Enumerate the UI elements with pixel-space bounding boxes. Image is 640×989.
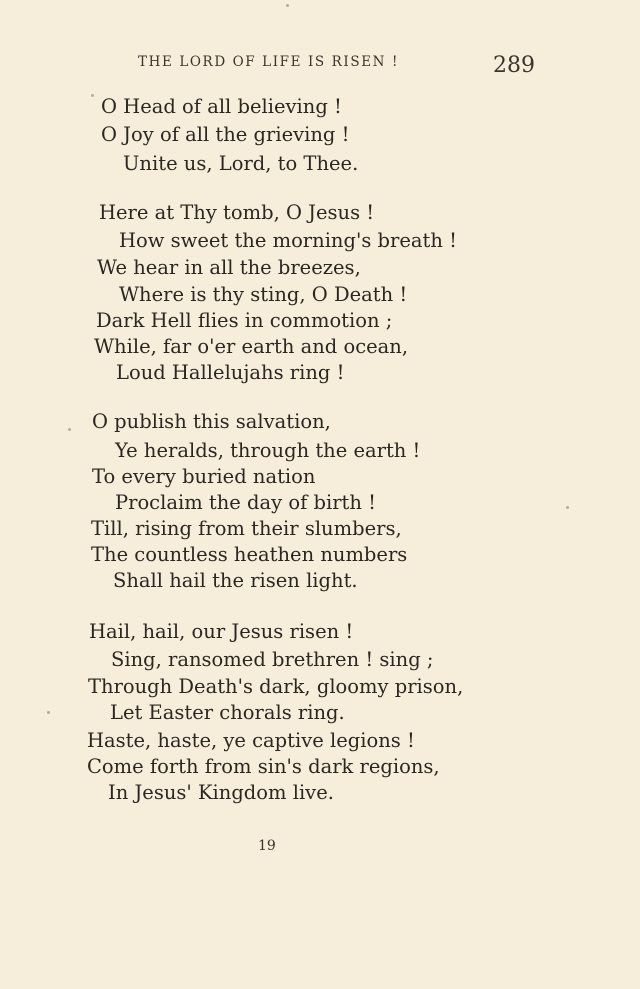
verse-line: Shall hail the risen light. <box>113 569 358 592</box>
verse-line: While, far o'er earth and ocean, <box>94 335 409 358</box>
verse-line: Unite us, Lord, to Thee. <box>123 152 359 175</box>
verse-line: Where is thy sting, O Death ! <box>119 283 408 306</box>
verse-line: Hail, hail, our Jesus risen ! <box>89 620 354 643</box>
signature-mark: 19 <box>258 838 276 854</box>
verse-line: Come forth from sin's dark regions, <box>87 755 440 778</box>
verse-line: Let Easter chorals ring. <box>110 701 345 724</box>
paper-speck <box>91 94 94 97</box>
verse-line: O Head of all believing ! <box>101 95 342 118</box>
verse-line: How sweet the morning's breath ! <box>119 229 457 252</box>
verse-line: Through Death's dark, gloomy prison, <box>88 675 464 698</box>
verse-line: Haste, haste, ye captive legions ! <box>87 729 415 752</box>
verse-line: Sing, ransomed brethren ! sing ; <box>111 648 434 671</box>
running-head: THE LORD OF LIFE IS RISEN ! <box>138 54 399 70</box>
verse-line: The countless heathen numbers <box>91 543 408 566</box>
verse-line: Till, rising from their slumbers, <box>91 517 402 540</box>
verse-line: Proclaim the day of birth ! <box>115 491 376 514</box>
verse-line: We hear in all the breezes, <box>97 256 361 279</box>
verse-line: Here at Thy tomb, O Jesus ! <box>99 201 375 224</box>
paper-speck <box>286 4 289 7</box>
verse-line: O publish this salvation, <box>92 410 331 433</box>
verse-line: Dark Hell flies in commotion ; <box>96 309 393 332</box>
verse-line: Loud Hallelujahs ring ! <box>116 361 345 384</box>
page-number: 289 <box>493 53 535 78</box>
verse-line: In Jesus' Kingdom live. <box>108 781 334 804</box>
paper-speck <box>566 506 569 509</box>
paper-speck <box>68 428 71 431</box>
verse-line: To every buried nation <box>92 465 316 488</box>
paper-speck <box>47 711 50 714</box>
verse-line: O Joy of all the grieving ! <box>101 123 350 146</box>
verse-line: Ye heralds, through the earth ! <box>115 439 421 462</box>
